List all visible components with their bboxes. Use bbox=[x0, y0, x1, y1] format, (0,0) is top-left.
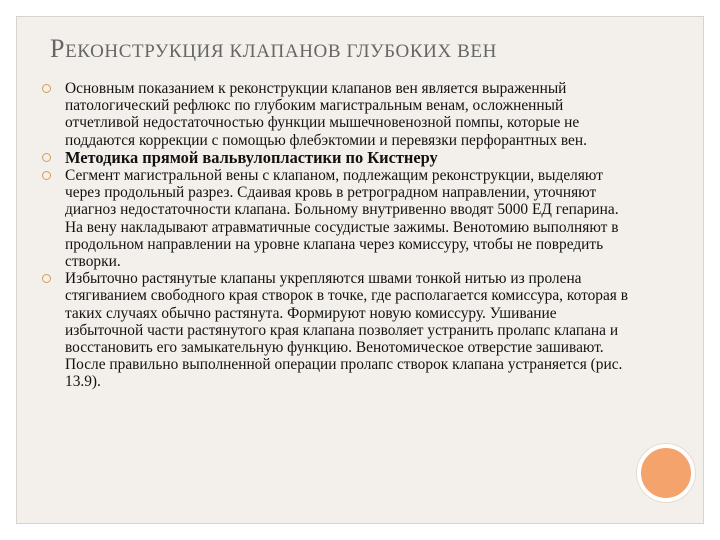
bullet-item-indication bbox=[42, 80, 630, 149]
bullet-list bbox=[42, 80, 630, 391]
bullet-text: Сегмент магистральной вены с клапаном, подлежащим реконструкции, выделяют через продольный разрез. Сдаивая кровь в ретроградном направлении, уточняют диагноз недостаточности клапана. Больному внутривенно вводят 5000 ЕД гепарина. На вену накладывают атравматичные сосудистые зажимы. Венотомию выполняют в продольном направлении на уровне клапана через комиссуру, чтобы не повредить створки. bbox=[65, 167, 619, 271]
bullet-item-method-heading bbox=[42, 149, 630, 167]
decorative-circle bbox=[637, 444, 695, 502]
bullet-item-segment bbox=[42, 167, 630, 270]
bullet-item-stretched-valves bbox=[42, 270, 630, 390]
circle-bullet-icon bbox=[42, 274, 51, 283]
slide-title bbox=[50, 34, 497, 64]
bullet-text: Основным показанием к реконструкции клапанов вен является выраженный патологический рефлюкс по глубоким магистральным венам, осложненный отчетливой недостаточностью функции мышечновенозной помпы, которые не поддаются коррекции с помощью флебэктомии и перевязки перфорантных вен. bbox=[65, 80, 587, 149]
title-first-letter: Р bbox=[50, 34, 66, 63]
bullet-text: Избыточно растянутые клапаны укрепляются швами тонкой нитью из пролена стягиванием свободного края створок в точке, где располагается комиссура, которая в таких случаях обычно растянута. Формируют новую комиссуру. Ушивание избыточной части растянутого края клапана позволяет устранить пролапс клапана и восстановить его замыкательную функцию. Венотомическое отверстие зашивают. После правильно выполненной операции пролапс створок клапана устраняется (рис. 13.9). bbox=[65, 270, 629, 391]
circle-bullet-icon bbox=[42, 171, 51, 180]
bullet-text: Методика прямой вальвулопластики по Кистнеру bbox=[65, 147, 438, 167]
circle-bullet-icon bbox=[42, 84, 51, 93]
circle-bullet-icon bbox=[42, 153, 51, 162]
title-rest: ЕКОНСТРУКЦИЯ КЛАПАНОВ ГЛУБОКИХ ВЕН bbox=[65, 41, 497, 62]
